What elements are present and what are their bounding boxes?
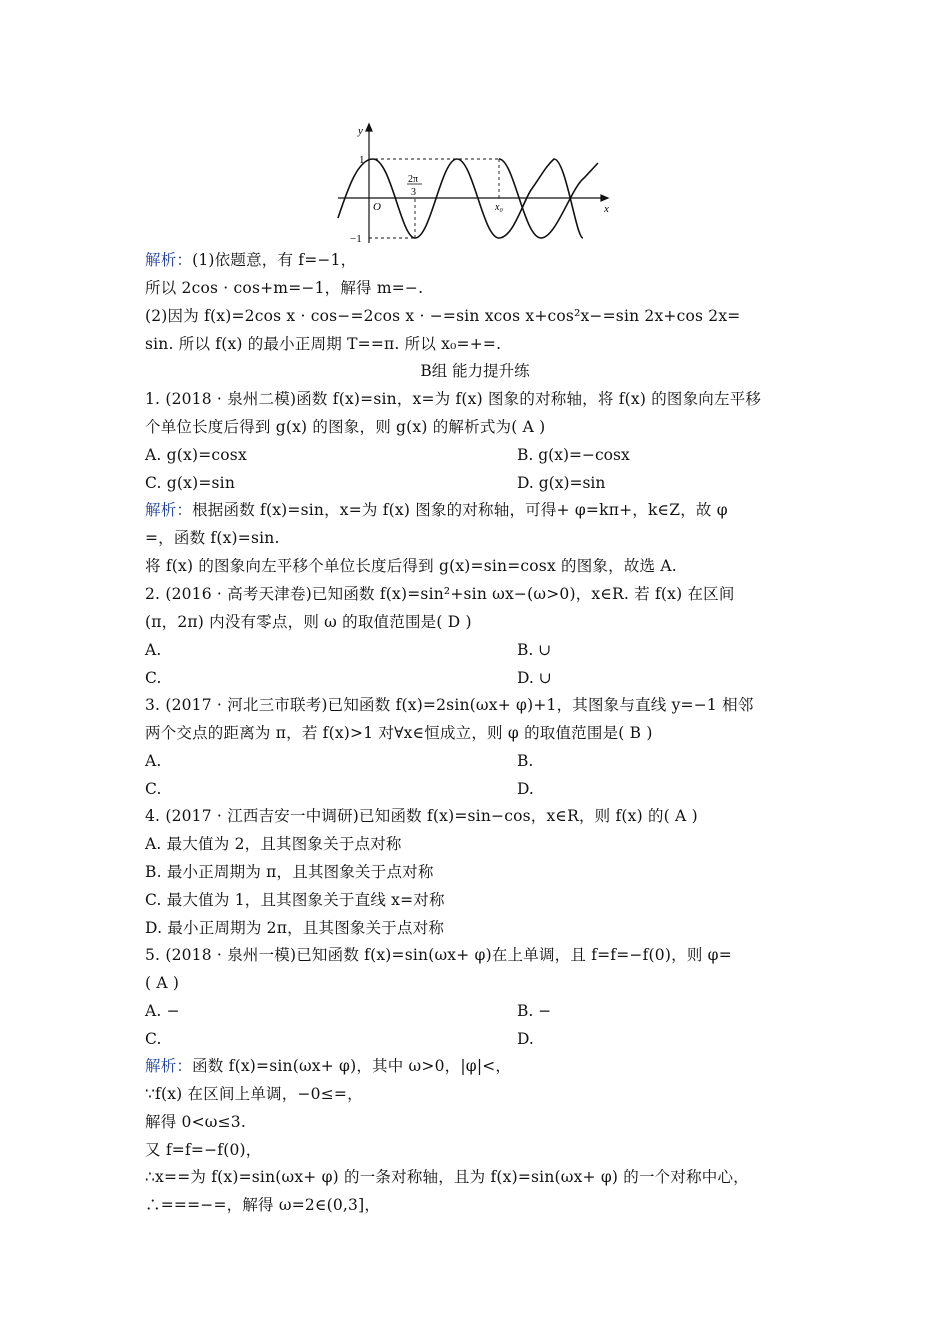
y-tick-neg1: −1 [350,233,362,245]
y-axis-label: y [358,125,363,137]
solution-label: 解析： [145,1057,193,1075]
sol0-line3: (2)因为 f(x)=2cos x · cos−=2cos x · −=sin xcos x+cos²x−=sin 2x+cos 2x= [145,307,741,325]
q2-line1: 2. (2016 · 高考天津卷)已知函数 f(x)=sin²+sin ωx−(ω>0)，x∈R. 若 f(x) 在区间 [145,585,735,603]
q5-option-a: A. − [145,1002,180,1020]
q1-sol-line2: =，函数 f(x)=sin. [145,529,280,547]
q3-option-a: A. [145,752,162,770]
q5-sol-line2: ∵f(x) 在区间上单调，−0≤=， [145,1085,363,1103]
q1-option-c: C. g(x)=sin [145,474,236,492]
q3-option-c: C. [145,780,162,798]
q3-line1: 3. (2017 · 河北三市联考)已知函数 f(x)=2sin(ωx+ φ)+1，其图象与直线 y=−1 相邻 [145,696,754,714]
q5-sol-line4: 又 f=f=−f(0)， [145,1141,262,1159]
q5-sol-line3: 解得 0<ω≤3. [145,1113,246,1131]
solution-label: 解析： [145,251,193,269]
q2-option-c: C. [145,669,162,687]
q1-line1: 1. (2018 · 泉州二模)函数 f(x)=sin，x=为 f(x) 图象的对称轴，将 f(x) 的图象向左平移 [145,390,762,408]
q5-option-c: C. [145,1030,162,1048]
q5-option-b: B. − [517,1002,552,1020]
x0-label: x₀ [495,202,503,213]
sol0-line2: 所以 2cos · cos+m=−1，解得 m=−. [145,279,424,297]
q1-option-a: A. g(x)=cosx [145,446,247,464]
section-heading: B组 能力提升练 [420,362,530,380]
q3-option-d: D. [517,780,534,798]
x-axis-label: x [604,203,609,215]
q1-option-d: D. g(x)=sin [517,474,606,492]
q2-option-a: A. [145,641,162,659]
q5-line1: 5. (2018 · 泉州一模)已知函数 f(x)=sin(ωx+ φ)在上单调，且 f=f=−f(0)，则 φ= [145,946,732,964]
q4-option-a: A. 最大值为 2，且其图象关于点对称 [145,835,402,853]
tick-frac-den: 3 [411,187,416,198]
q3-option-b: B. [517,752,534,770]
sol0-line4: sin. 所以 f(x) 的最小正周期 T==π. 所以 x₀=+=. [145,335,502,353]
q1-sol-line3: 将 f(x) 的图象向左平移个单位长度后得到 g(x)=sin=cosx 的图象，故选 A. [145,557,677,575]
q2-option-b: B. ∪ [517,641,552,659]
q1-sol-line1: 解析：根据函数 f(x)=sin，x=为 f(x) 图象的对称轴，可得+ φ=kπ+，k∈Z，故 φ [145,501,728,519]
q4-line1: 4. (2017 · 江西吉安一中调研)已知函数 f(x)=sin−cos，x∈R，则 f(x) 的( A ) [145,807,698,825]
q2-option-d: D. ∪ [517,669,552,687]
q4-option-b: B. 最小正周期为 π，且其图象关于点对称 [145,863,434,881]
q3-line2: 两个交点的距离为 π，若 f(x)>1 对∀x∈恒成立，则 φ 的取值范围是( B ) [145,724,653,742]
q2-line2: (π，2π) 内没有零点，则 ω 的取值范围是( D ) [145,613,472,631]
tick-frac-num: 2π [408,174,419,185]
q1-option-b: B. g(x)=−cosx [517,446,630,464]
q4-option-d: D. 最小正周期为 2π，且其图象关于点对称 [145,919,445,937]
y-tick-1: 1 [359,154,365,166]
q5-sol-line5: ∴x==为 f(x)=sin(ωx+ φ) 的一条对称轴，且为 f(x)=sin(ωx+ φ) 的一个对称中心， [145,1168,749,1186]
q5-sol-line1: 解析：函数 f(x)=sin(ωx+ φ)，其中 ω>0，|φ|<， [145,1057,512,1075]
q1-line2: 个单位长度后得到 g(x) 的图象，则 g(x) 的解析式为( A ) [145,418,546,436]
q4-option-c: C. 最大值为 1，且其图象关于直线 x=对称 [145,891,445,909]
q5-option-d: D. [517,1030,534,1048]
q5-sol-line6: ∴===−=，解得 ω=2∈(0,3]， [145,1196,381,1214]
sol0-line1: 解析：(1)依题意，有 f=−1， [145,251,357,269]
sine-graph [336,118,616,248]
origin-label: O [373,201,381,213]
q5-line2: ( A ) [145,974,180,992]
solution-label: 解析： [145,501,193,519]
